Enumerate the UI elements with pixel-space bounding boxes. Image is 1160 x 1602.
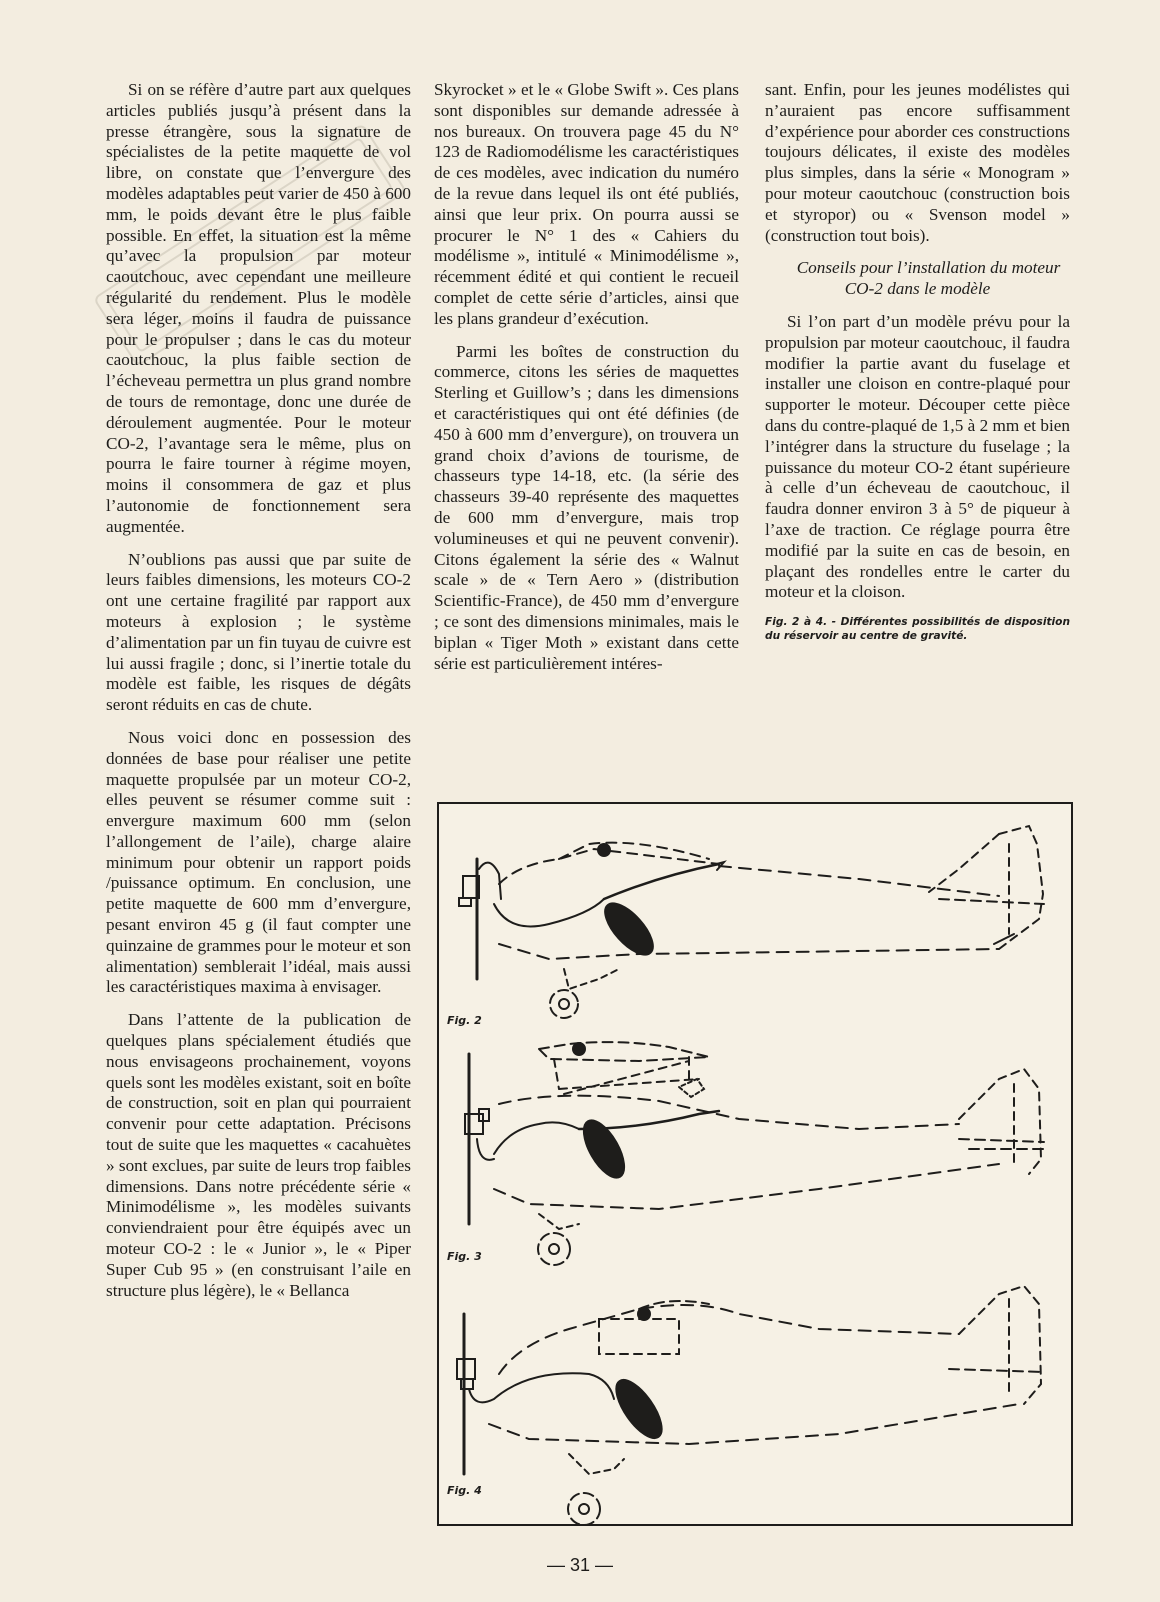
fig2-drawing: [459, 826, 1044, 1018]
paragraph: Nous voici donc en possession des données de base pour réaliser une petite maquette propulsée par un moteur CO-2, elles peuvent se résumer comme suit : envergure maximum 600 mm (selon l’allongement de l’aile), charge alaire minimum pour obtenir un rapport poids /puissance optimum. En conclusion, une petite maquette de 600 mm d’envergure, pesant environ 45 g (il faut compter une quinzaine de grammes pour le moteur et son alimentation) semblerait l’idéal, mais aussi les caractéristiques maxima à envisager.: [106, 727, 411, 997]
figure-caption: Fig. 2 à 4. - Différentes possibilités de disposition du réservoir au centre de gravité.: [765, 616, 1070, 643]
fig3-label: Fig. 3: [447, 1250, 482, 1263]
page-number: — 31 —: [546, 1555, 614, 1575]
paragraph: Parmi les boîtes de construction du commerce, citons les séries de maquettes Sterling et Guillow’s ; dans les dimensions et caractéristiques qui ont été définies (de 450 à 600 mm d’envergure), on trouvera un grand choix d’avions de tourisme, de chasseurs type 14-18, etc. (la série des chasseurs 39-40 représente des maquettes de 600 mm d’envergure, mais trop volumineuses et qui ne peuvent convenir). Citons également la série des « Walnut scale » de « Tern Aero » (distribution Scientific-France), de 450 mm d’envergure ; ce sont des dimensions minimales, mais le biplan « Tiger Moth » existant dans cette série est particulièrement intéres-: [434, 341, 739, 673]
aircraft-diagrams: [439, 804, 1075, 1528]
section-heading: Conseils pour l’installation du moteur CO-2 dans le modèle: [796, 258, 1061, 299]
fig4-drawing: [457, 1286, 1044, 1525]
text-column-3: [765, 80, 1070, 655]
fig4-label: Fig. 4: [447, 1484, 482, 1497]
paragraph: Skyrocket » et le « Globe Swift ». Ces plans sont disponibles sur demande adressée à nos bureaux. On trouvera page 45 du N° 123 de Radiomodélisme les caractéristiques de ces modèles, avec indication du numéro de la revue dans lequel ils ont été publiés, ainsi que leur prix. On pourra aussi se procurer le N° 1 des « Cahiers du modélisme », intitulé « Minimodélisme », récemment édité et qui contient le recueil complet de cette série d’articles, ainsi que les plans grandeur d’exécution.: [434, 80, 739, 328]
paragraph: Si l’on part d’un modèle prévu pour la propulsion par moteur caoutchouc, il faudra modifier la partie avant du fuselage et installer une cloison en contre-plaqué pour supporter le moteur. Découper cette pièce dans du contre-plaqué de 1,5 à 2 mm et bien l’intégrer dans la structure du fuselage ; la puissance du moteur CO-2 étant supérieure à celle d’un écheveau de caoutchouc, il faudra donner environ 3 à 5° de piqueur à l’axe de traction. Ce réglage pourra être modifié par la suite en cas de besoin, en plaçant des rondelles entre le carter du moteur et la cloison.: [765, 311, 1070, 602]
paragraph: Dans l’attente de la publication de quelques plans spécialement étudiés que nous envisageons prochainement, voyons quels sont les modèles existant, soit en boîte de construction, soit en plan qui pourraient convenir pour cette adaptation. Précisons tout de suite que les maquettes « cacahuètes » sont exclues, par suite de leurs trop faibles dimensions. Dans notre précédente série « Minimodélisme », les modèles suivants conviendraient pour être équipés avec un moteur CO-2 : le « Junior », le « Piper Super Cub 95 » (en construisant l’aile en structure plus légère), le « Bellanca: [106, 1010, 411, 1300]
fig3-drawing: [465, 1042, 1044, 1265]
text-column-2: [434, 80, 739, 686]
paragraph: Si on se réfère d’autre part aux quelques articles publiés jusqu’à présent dans la presse étrangère, sous la signature de spécialistes de la petite maquette de vol libre, on constate que l’envergure des modèles adaptables peut varier de 450 à 600 mm, le poids devant être le plus faible possible. En effet, la situation est la même qu’avec la propulsion par moteur caoutchouc, avec cependant une meilleure régularité du rendement. Plus le modèle sera léger, moins il faudra de puissance pour le propulser ; dans le cas du moteur caoutchouc, la plus faible section de l’écheveau permettra un plus grand nombre de tours de remontage, donc une durée de déroulement augmentée. Pour le moteur CO-2, l’avantage sera le même, plus on pourra le faire tourner à régime moyen, moins il consommera de gaz et plus l’autonomie de fonctionnement sera augmentée.: [106, 80, 411, 536]
figure-panel: [437, 802, 1073, 1526]
text-column-1: [106, 80, 411, 1313]
paragraph: N’oublions pas aussi que par suite de leurs faibles dimensions, les moteurs CO-2 ont une certaine fragilité par rapport aux moteurs à explosion ; le système d’alimentation par un fin tuyau de cuivre est lui aussi fragile ; donc, si l’inertie totale du modèle est faible, les risques de dégâts seront réduits en cas de chute.: [106, 549, 411, 715]
fig2-label: Fig. 2: [447, 1014, 482, 1027]
paragraph: sant. Enfin, pour les jeunes modélistes qui n’auraient pas encore suffisamment d’expérience pour aborder ces constructions toujours délicates, il existe des modèles plus simples, dans la série « Monogram » pour moteur caoutchouc (construction bois et styropor) ou « Svenson model » (construction tout bois).: [765, 80, 1070, 245]
